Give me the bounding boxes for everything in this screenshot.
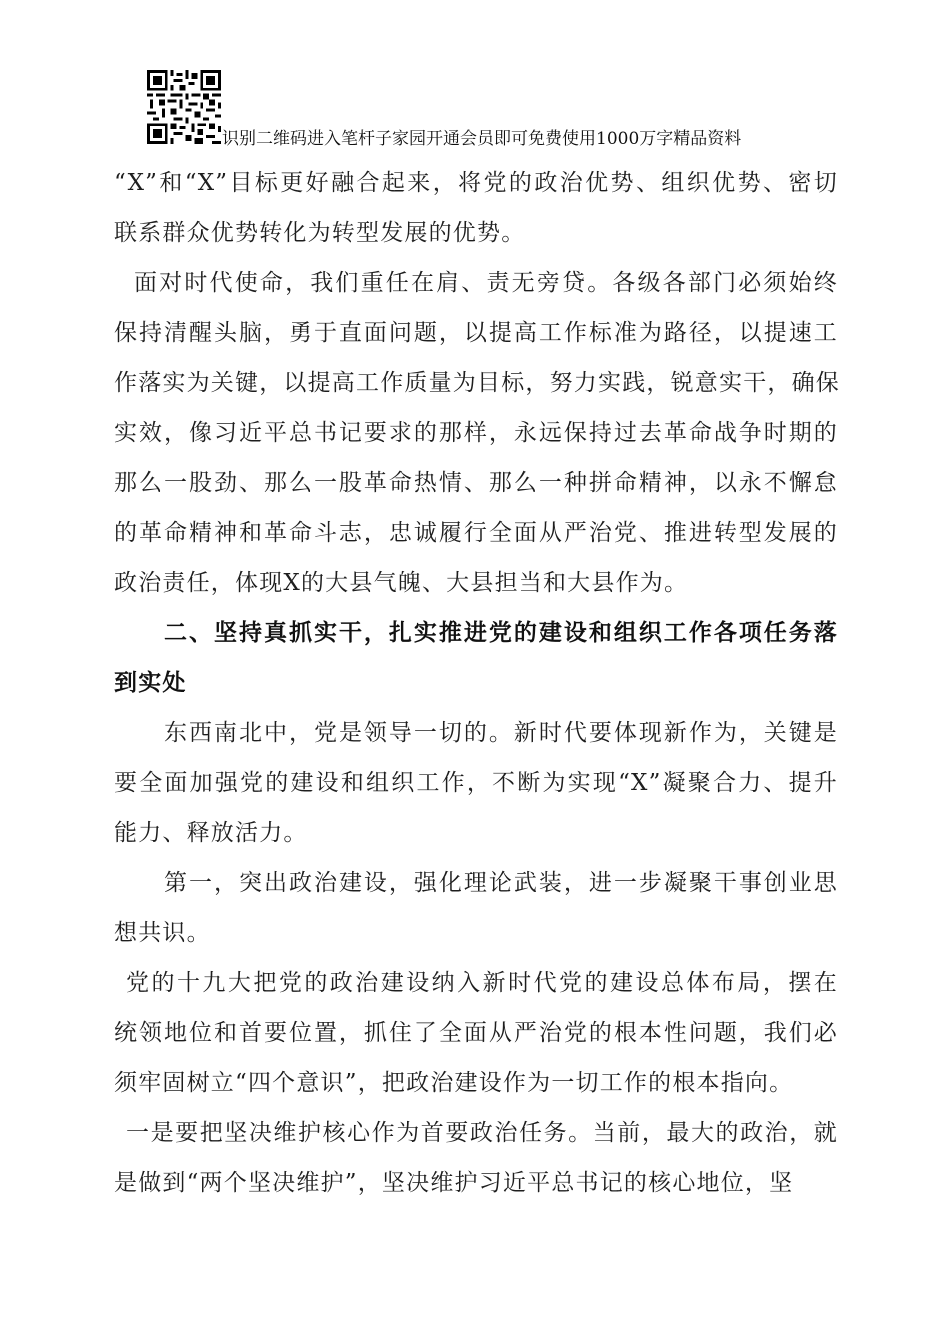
- text-line: 政治责任，体现X的大县气魄、大县担当和大县作为。: [114, 570, 689, 596]
- paragraph: [114, 158, 838, 258]
- paragraph: [114, 958, 838, 1108]
- text-line: 二、坚持真抓实干，扎实推进党的建设和组织工作各项任务落: [164, 619, 838, 646]
- text-line: 想共识。: [114, 920, 211, 946]
- text-line: 面对时代使命，我们重任在肩、责无旁贷。各级各部门必须始终: [134, 270, 838, 296]
- paragraph: [114, 708, 838, 858]
- text-line: 第一，突出政治建设，强化理论武装，进一步凝聚干事创业思: [164, 870, 838, 896]
- text-line: 是做到“两个坚决维护”，坚决维护习近平总书记的核心地位，坚: [114, 1170, 794, 1196]
- section-heading: [114, 608, 838, 708]
- text-line: 作落实为关键，以提高工作质量为目标，努力实践，锐意实干，确保: [114, 370, 840, 396]
- text-line: 能力、释放活力。: [114, 820, 308, 846]
- document-body: [114, 158, 838, 1208]
- text-line: 统领地位和首要位置，抓住了全面从严治党的根本性问题，我们必: [114, 1020, 838, 1046]
- text-line: 那么一股劲、那么一股革命热情、那么一种拼命精神，以永不懈怠: [114, 470, 838, 496]
- qr-code-icon: [147, 70, 221, 144]
- text-line: 要全面加强党的建设和组织工作，不断为实现“X”凝聚合力、提升: [114, 770, 838, 796]
- text-line: 的革命精神和革命斗志，忠诚履行全面从严治党、推进转型发展的: [114, 520, 838, 546]
- paragraph: [114, 858, 838, 958]
- text-line: 到实处: [114, 669, 187, 696]
- promo-banner: 识别二维码进入笔杆子家园开通会员即可免费使用1000万字精品资料: [222, 129, 742, 149]
- text-line: 东西南北中，党是领导一切的。新时代要体现新作为，关键是: [164, 720, 838, 746]
- text-line: “X”和“X”目标更好融合起来，将党的政治优势、组织优势、密切: [114, 170, 838, 196]
- paragraph: [114, 1108, 838, 1208]
- text-line: 须牢固树立“四个意识”，把政治建设作为一切工作的根本指向。: [114, 1070, 794, 1096]
- paragraph: [114, 258, 838, 608]
- text-line: 实效，像习近平总书记要求的那样，永远保持过去革命战争时期的: [114, 420, 838, 446]
- text-line: 一是要把坚决维护核心作为首要政治任务。当前，最大的政治，就: [126, 1120, 838, 1146]
- text-line: 保持清醒头脑，勇于直面问题，以提高工作标准为路径，以提速工: [114, 320, 838, 346]
- text-line: 党的十九大把党的政治建设纳入新时代党的建设总体布局，摆在: [126, 970, 838, 996]
- text-line: 联系群众优势转化为转型发展的优势。: [114, 220, 526, 246]
